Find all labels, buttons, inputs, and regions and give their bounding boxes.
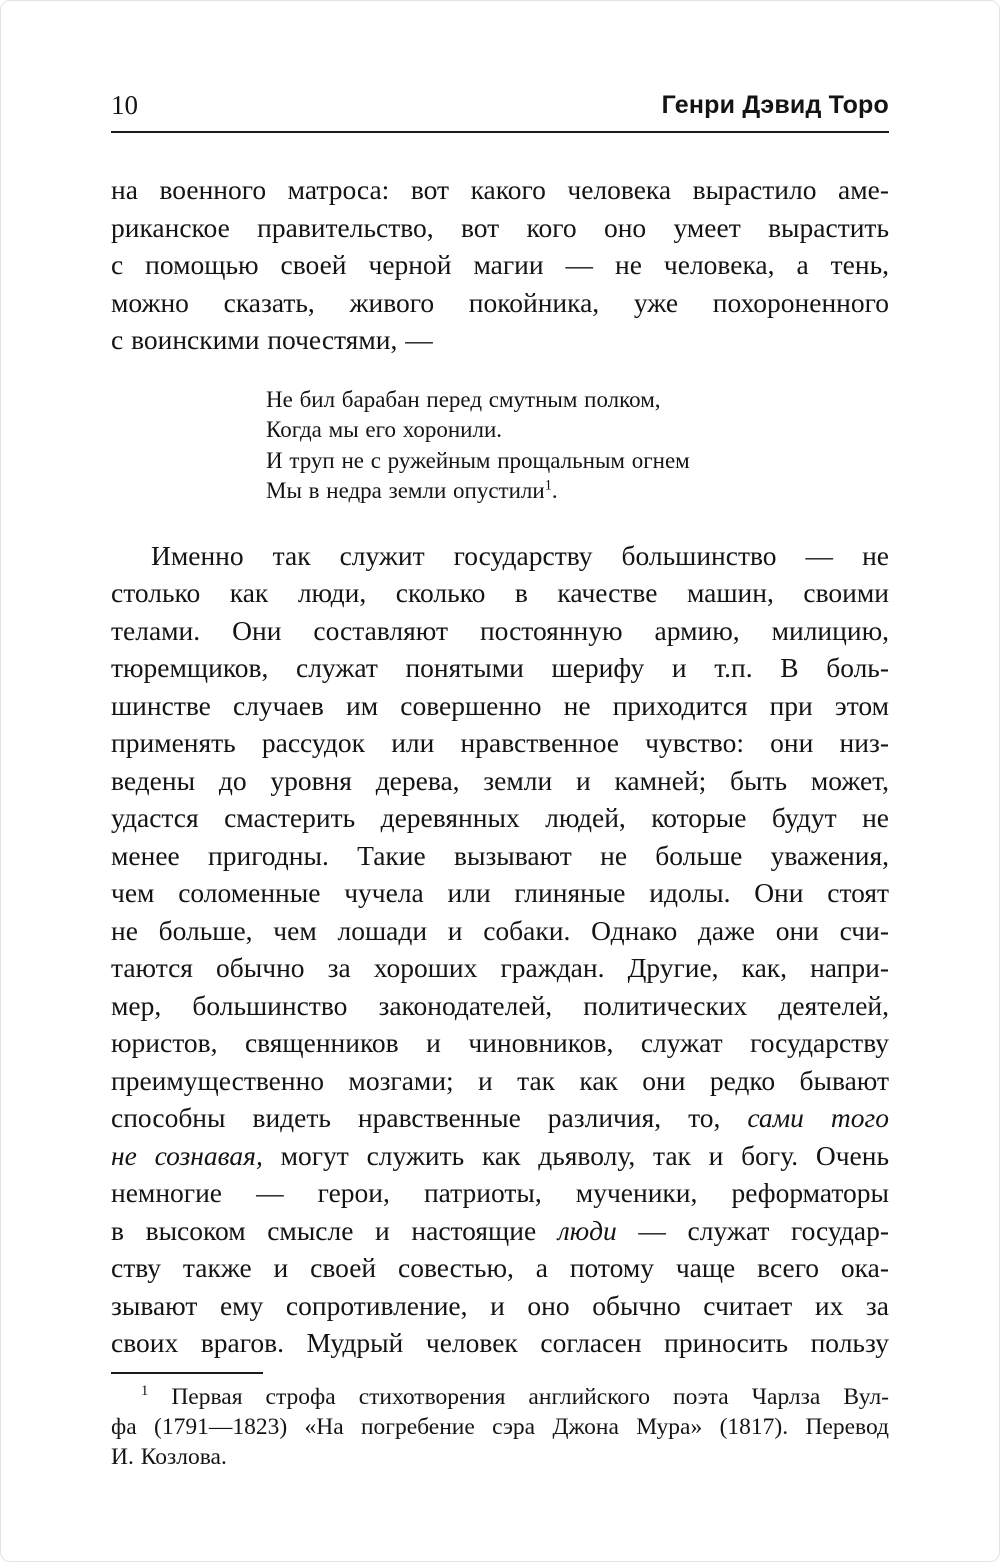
text-line: Именно так служит государству большинство — не — [151, 539, 889, 571]
text-line: Мы в недра земли опустили$^1$. — [266, 477, 558, 503]
text-line: таются обычно за хороших граждан. Другие, как, напри- — [111, 952, 889, 983]
text-line: ству также и своей совестью, а потому чаще всего ока- — [111, 1252, 889, 1283]
text-line: способны видеть нравственные различия, то, сами того — [111, 1102, 889, 1133]
page-header — [111, 89, 889, 133]
verse-quote — [266, 385, 889, 507]
text-line: И. Козлова. — [111, 1443, 227, 1470]
text-line: можно сказать, живого покойника, уже похороненного — [111, 286, 889, 318]
footnote — [111, 1382, 889, 1472]
running-title: Генри Дэвид Торо — [661, 91, 889, 119]
text-line: риканское правительство, вот кого оно умеет вырастить — [111, 211, 889, 243]
text-line: $^1$ Первая строфа стихотворения английского поэта Чарлза Вул- — [141, 1382, 889, 1410]
text-line: ведены до уровня дерева, земли и камней; быть может, — [111, 764, 889, 796]
text-line: тюремщиков, служат понятыми шерифу и т.п. В боль- — [111, 652, 889, 683]
text-line: зывают ему сопротивление, и оно обычно считает их за — [111, 1289, 889, 1321]
text-line: немногие — герои, патриоты, мученики, реформаторы — [111, 1177, 889, 1208]
text-line: И труп не с ружейным прощальным огнем — [266, 447, 690, 473]
text-line: с помощью своей черной магии — не человека, а тень, — [111, 249, 889, 280]
text-line: телами. Они составляют постоянную армию, милицию, — [111, 614, 889, 646]
footnote-separator — [111, 1372, 263, 1374]
text-line: не больше, чем лошади и собаки. Однако даже они счи- — [111, 914, 889, 946]
text-line: Не бил барабан перед смутным полком, — [266, 386, 661, 412]
text-line: преимущественно мозгами; и так как они редко бывают — [111, 1064, 889, 1096]
page-number: 10 — [111, 90, 138, 120]
text-line: менее пригодны. Такие вызывают не больше уважения, — [111, 839, 889, 871]
text-line: юристов, священников и чиновников, служат государству — [111, 1027, 889, 1058]
text-line: фа (1791—1823) «На погребение сэра Джона Мура» (1817). Перевод — [111, 1413, 889, 1440]
text-line: Когда мы его хоронили. — [266, 417, 502, 442]
paragraph — [111, 537, 889, 1362]
paragraph — [111, 171, 889, 359]
text-line: шинстве случаев им совершенно не приходится при этом — [111, 689, 889, 721]
text-line: столько как люди, сколько в качестве машин, своими — [111, 577, 889, 608]
text-line: удастся смастерить деревянных людей, которые будут не — [111, 802, 889, 833]
text-line: своих врагов. Мудрый человек согласен приносить пользу — [111, 1327, 889, 1358]
text-line: мер, большинство законодателей, политических деятелей, — [111, 989, 889, 1021]
text-line: с воинскими почестями, — — [111, 324, 433, 355]
text-line: на военного матроса: вот какого человека вырастило аме- — [111, 174, 889, 205]
text-line: чем соломенные чучела или глиняные идолы. Они стоят — [111, 877, 889, 908]
text-line: не сознавая, могут служить как дьяволу, так и богу. Очень — [111, 1139, 889, 1171]
text-line: применять рассудок или нравственное чувство: они низ- — [111, 727, 889, 758]
text-line: в высоком смысле и настоящие люди — служат государ- — [111, 1214, 889, 1246]
body-text — [111, 171, 889, 1472]
